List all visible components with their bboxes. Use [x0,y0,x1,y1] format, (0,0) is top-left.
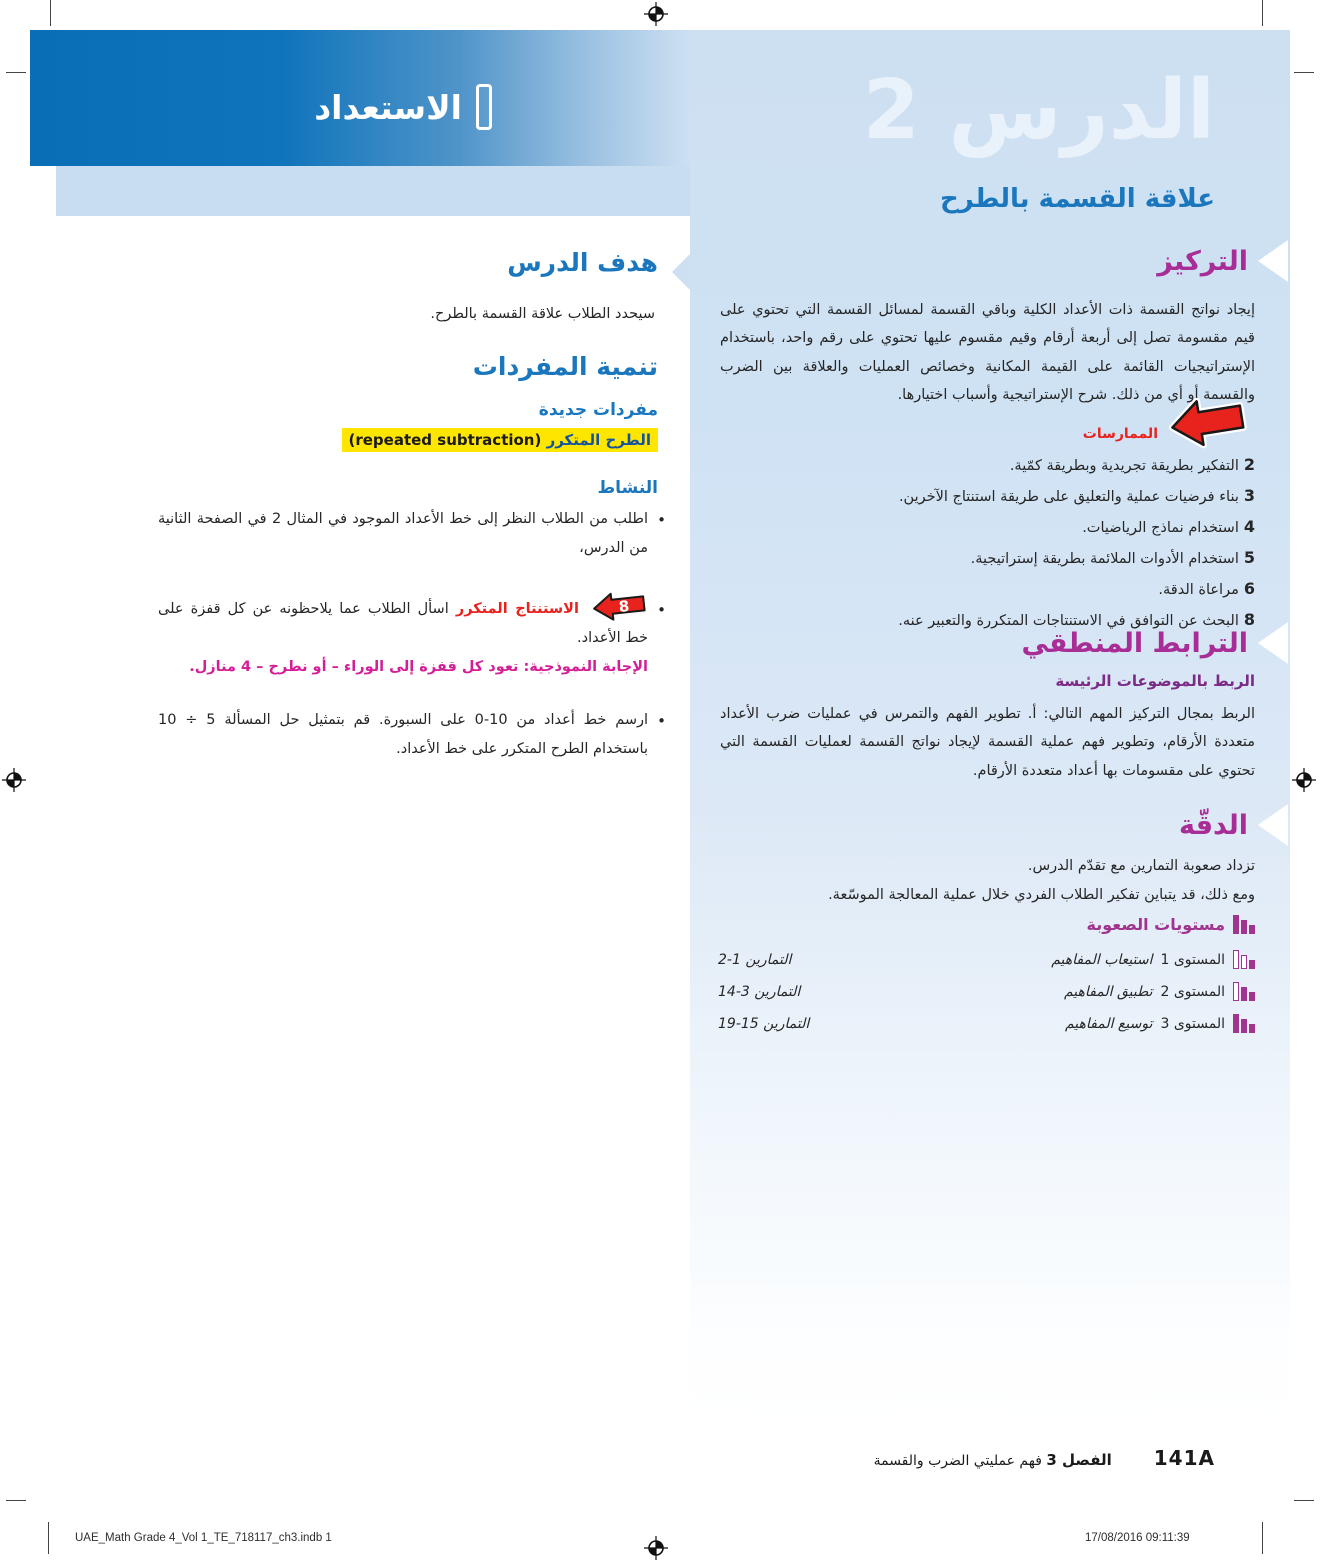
difficulty-level-row [718,950,1255,969]
chapter-title: فهم عمليتي الضرب والقسمة [873,1453,1047,1469]
activity-heading: النشاط [597,478,658,498]
coherence-title: الترابط المنطقي [1021,627,1248,659]
difficulty-heading [1087,915,1255,934]
practice-text: استخدام نماذج الرياضيات. [1082,520,1239,536]
step-8-arrow-icon [588,586,649,626]
section-triangle-icon [1258,240,1288,282]
sample-answer: الإجابة النموذجية: تعود كل قفزة إلى الوراء – أو نطرح – 4 منازل. [189,659,648,675]
division-expression: 10 ÷ 5 [158,712,216,728]
difficulty-level-row [718,1014,1255,1033]
activity-bullet-1 [158,505,666,563]
practice-item [720,481,1255,512]
objective-heading: هدف الدرس [507,248,658,277]
crop-mark [6,1500,26,1501]
page-footer [874,1446,1215,1470]
level-bars-icon [1233,915,1255,934]
crop-mark [1294,72,1314,73]
level-exercises: التمارين 3-14 [718,983,801,1000]
print-file-info: UAE_Math Grade 4_Vol 1_TE_718117_ch3.indb 1 [75,1532,332,1544]
focus-body: إيجاد نواتج القسمة ذات الأعداد الكلية وباقي القسمة لمسائل القسمة التي تحتوي على قيم مقسومة تصل إلى أربعة أرقام وقيم مقسوم عليها تحتوي على رقم واحد، باستخدام الإستراتيجيات القائمة على القيمة المكانية وخصائص العمليات والعلاقة بين الضرب والقسمة أو أي من ذلك. شرح الإستراتيجية وأسباب اختيارها. [720,302,1255,403]
vocabulary-term [342,428,659,452]
practices-label: الممارسات [1082,426,1158,442]
level-2-bars-icon [1233,982,1255,1001]
header-substrip [56,166,690,216]
practice-text: مراعاة الدقة. [1158,582,1239,598]
practice-number: 2 [1243,455,1255,474]
practice-item [720,450,1255,481]
level-name: توسيع المفاهيم [1064,1015,1153,1032]
registration-mark-icon [644,1536,668,1560]
bullet-text: باستخدام الطرح المتكرر على خط الأعداد. [396,741,648,757]
practice-number: 4 [1243,517,1255,536]
rigor-line2: ومع ذلك، قد يتباين تفكير الطلاب الفردي خلال عملية المعالجة الموسّعة. [828,887,1255,903]
registration-mark-icon [2,768,26,792]
difficulty-level-row [718,982,1255,1001]
readiness-label: الاستعداد [314,87,462,127]
bullet-dot-icon: • [657,601,666,619]
level-3-bars-icon [1233,1014,1255,1033]
rigor-title: الدقّة [1178,809,1248,841]
lesson-subtitle: علاقة القسمة بالطرح [940,184,1215,214]
level-exercises: التمارين 1-2 [718,951,792,968]
level-name: تطبيق المفاهيم [1063,983,1153,1000]
bullet-lead: الاستنتاج المتكرر [455,601,579,617]
section-triangle-icon [1258,622,1288,664]
level-label: المستوى 3 [1160,1015,1225,1032]
bullet-text: اسأل الطلاب عما يلاحظونه عن كل قفزة على خط الأعداد. [158,601,648,646]
crop-mark [6,72,26,73]
section-triangle-icon [1258,804,1288,846]
practices-callout [1083,392,1248,452]
practice-item [720,543,1255,574]
vocabulary-subheading: مفردات جديدة [538,400,658,420]
objective-body: سيحدد الطلاب علاقة القسمة بالطرح. [430,306,655,322]
level-1-bars-icon [1233,950,1255,969]
practice-number: 5 [1243,548,1255,567]
readiness-banner [314,84,492,130]
lesson-title: الدرس 2 [862,63,1215,158]
registration-mark-icon [644,2,668,26]
practice-number: 3 [1243,486,1255,505]
coherence-subtitle: الربط بالموضوعات الرئيسة [1055,672,1255,690]
bullet-dot-icon: • [657,712,666,730]
crop-mark [1262,1522,1263,1554]
chapter-label: الفصل 3 [1046,1451,1112,1469]
level-label: المستوى 2 [1160,983,1225,1000]
term-english: (repeated subtraction) [348,431,542,449]
practice-text: البحث عن التوافق في الاستنتاجات المتكررة والتعبير عنه. [898,613,1239,629]
bullet-text: اطلب من الطلاب النظر إلى خط الأعداد الموجود في المثال 2 في الصفحة الثانية من الدرس، [158,511,648,556]
focus-title: التركيز [1157,245,1248,277]
practice-item [720,512,1255,543]
practice-text: بناء فرضيات عملية والتعليق على طريقة استنتاج الآخرين. [898,489,1239,505]
bullet-text: ارسم خط أعداد من 10-0 على السبورة. قم بتمثيل حل المسألة [224,712,649,728]
level-name: استيعاب المفاهيم [1051,951,1153,968]
practice-text: التفكير بطريقة تجريدية وبطريقة كمّية. [1009,458,1239,474]
level-label: المستوى 1 [1160,951,1225,968]
practices-list [720,450,1255,636]
panel-notch-icon [672,254,690,290]
practices-arrow-icon [1162,386,1252,458]
vertical-bar-icon [476,84,492,130]
practice-number: 6 [1243,579,1255,598]
registration-mark-icon [1292,768,1316,792]
practice-item [720,574,1255,605]
coherence-body: الربط بمجال التركيز المهم التالي: أ. تطوير الفهم والتمرس في عمليات ضرب الأعداد متعددة الأرقام، وتطوير فهم عملية القسمة لإيجاد نواتج القسمة لعمليات القسمة التي تحتوي على مقسومات بها أعداد متعددة الأرقام. [720,706,1255,779]
practice-number: 8 [1243,610,1255,629]
svg-text:8: 8 [617,596,631,616]
difficulty-title: مستويات الصعوبة [1086,915,1225,934]
page-number: 141A [1153,1446,1215,1470]
rigor-line1: تزداد صعوبة التمارين مع تقدّم الدرس. [1027,858,1255,874]
crop-mark [1262,0,1263,26]
activity-bullet-3 [158,706,666,764]
crop-mark [50,0,51,26]
chapter-reference [874,1451,1112,1469]
practice-text: استخدام الأدوات الملائمة بطريقة إستراتيجية. [970,551,1239,567]
level-exercises: التمارين 15-19 [718,1015,810,1032]
bullet-dot-icon: • [657,511,666,529]
coherence-section-heading [1022,622,1288,664]
crop-mark [1294,1500,1314,1501]
activity-bullets [158,505,666,784]
crop-mark [48,1522,49,1554]
term-arabic: الطرح المتكرر [546,431,651,449]
print-datetime: 17/08/2016 09:11:39 [1085,1532,1190,1544]
rigor-section-heading [1179,804,1288,846]
activity-bullet-2 [158,589,666,682]
vocabulary-heading: تنمية المفردات [472,352,658,381]
focus-section-heading [1157,240,1288,282]
